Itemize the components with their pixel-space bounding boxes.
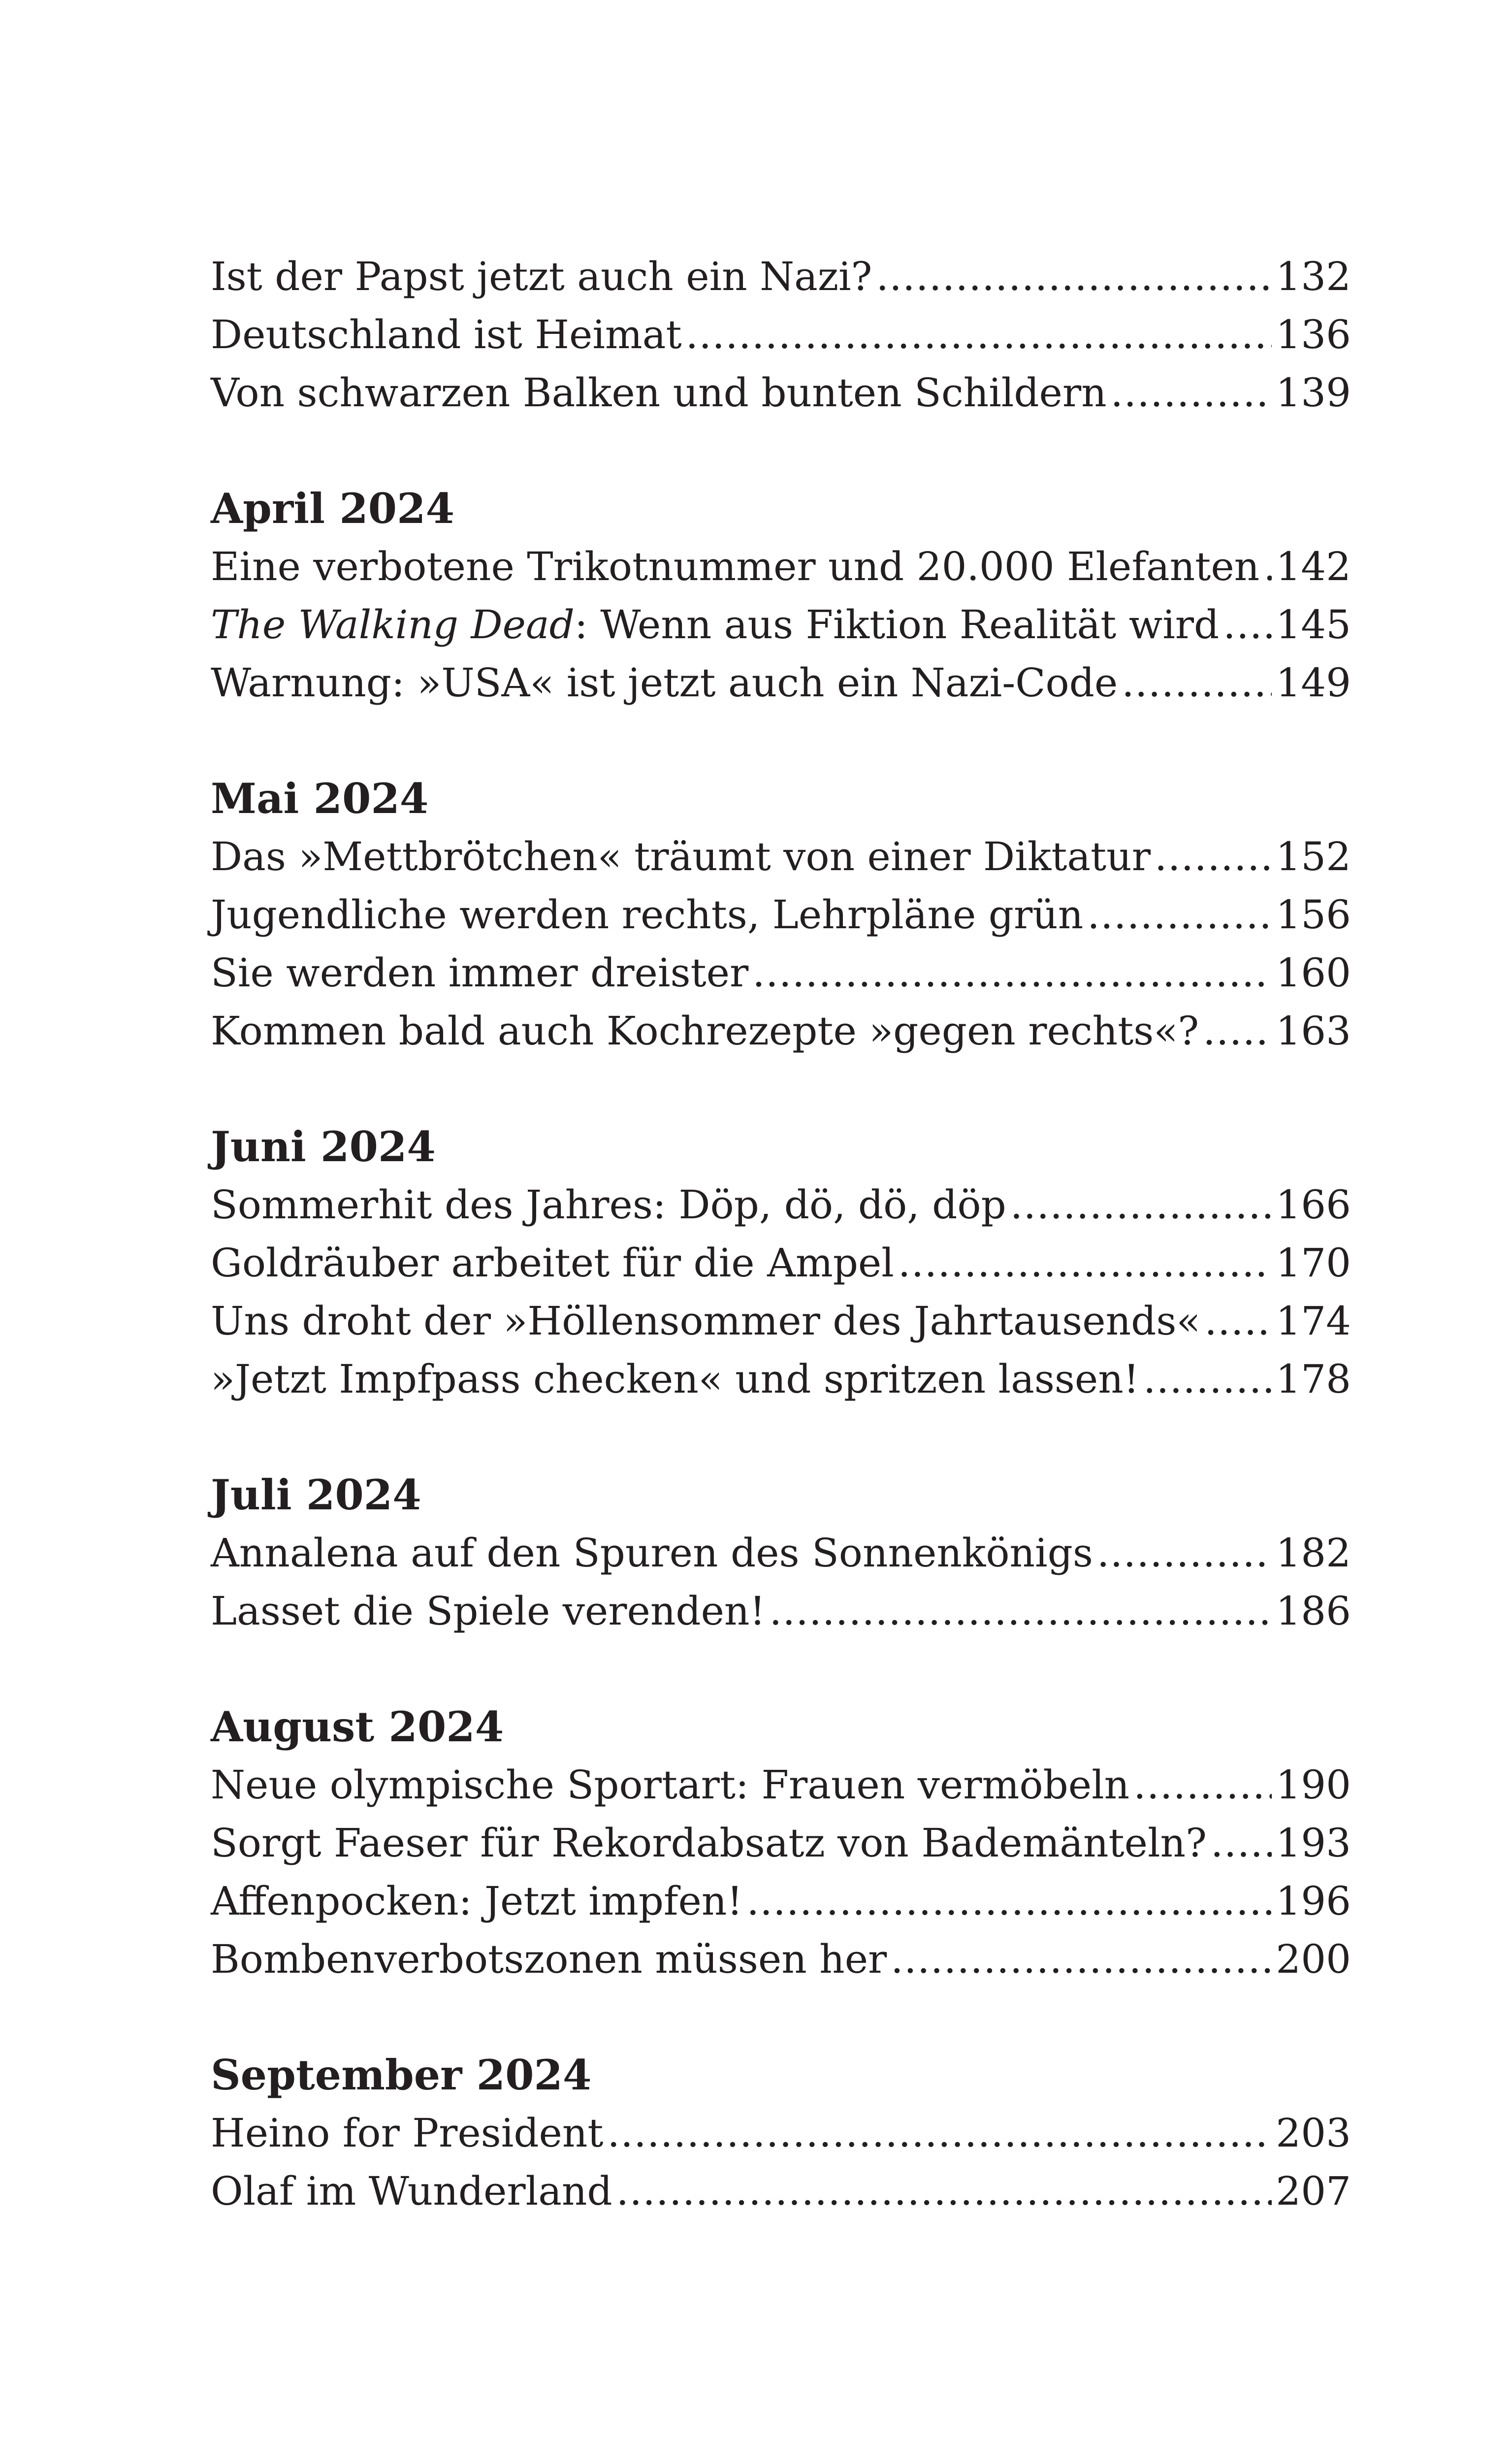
toc-entry-title: Annalena auf den Spuren des Sonnenkönigs — [211, 1530, 1093, 1576]
leader-dots — [616, 2162, 1272, 2221]
section-heading-september: September 2024 — [211, 2051, 592, 2099]
toc-entry-title: Warnung: »USA« ist jetzt auch ein Nazi-Code — [211, 660, 1118, 706]
leader-dots — [1087, 885, 1272, 945]
toc-entry-page: 156 — [1276, 892, 1351, 938]
leader-dots — [1211, 1814, 1272, 1873]
toc-entry-page: 193 — [1276, 1820, 1351, 1866]
toc-entry-title: Von schwarzen Balken und bunten Schildern — [211, 370, 1107, 416]
toc-entry[interactable] — [211, 1582, 1351, 1641]
leader-dots — [770, 1582, 1272, 1641]
toc-entry-title: Sorgt Faeser für Rekordabsatz von Bademänteln? — [211, 1820, 1207, 1866]
leader-dots — [1111, 363, 1272, 423]
section-heading-august: August 2024 — [211, 1702, 504, 1751]
toc-entry-page: 152 — [1276, 834, 1351, 879]
section-heading-juni: Juni 2024 — [211, 1122, 436, 1171]
section-heading-mai: Mai 2024 — [211, 774, 429, 823]
toc-entry-page: 139 — [1276, 370, 1351, 416]
toc-entry-title-rest: : Wenn aus Fiktion Realität wird — [574, 602, 1220, 648]
toc-entry-page: 174 — [1276, 1298, 1351, 1344]
toc-entry-title: Uns droht der »Höllensommer des Jahrtausends« — [211, 1298, 1201, 1344]
section-heading-april: April 2024 — [211, 484, 455, 533]
toc-entry-title: Heino for President — [211, 2110, 604, 2156]
toc-entry-page: 170 — [1276, 1240, 1351, 1286]
toc-entry[interactable] — [211, 2162, 1351, 2221]
leader-dots — [898, 1234, 1272, 1293]
toc-entry-page: 200 — [1276, 1936, 1351, 1982]
leader-dots — [1143, 1350, 1272, 1409]
leader-dots — [1155, 827, 1272, 886]
toc-entry-title: Ist der Papst jetzt auch ein Nazi? — [211, 254, 872, 299]
toc-entry-title — [211, 595, 1219, 654]
toc-entry[interactable] — [211, 363, 1351, 423]
leader-dots — [1133, 1756, 1272, 1815]
leader-dots — [608, 2104, 1272, 2163]
toc-entry[interactable] — [211, 595, 1351, 654]
toc-entry-page: 203 — [1276, 2110, 1351, 2156]
leader-dots — [876, 247, 1272, 306]
toc-entry[interactable] — [211, 1292, 1351, 1351]
toc-entry-title: Das »Mettbrötchen« träumt von einer Diktatur — [211, 834, 1151, 879]
toc-entry[interactable] — [211, 2104, 1351, 2163]
toc-entry[interactable] — [211, 1350, 1351, 1409]
toc-entry-page: 136 — [1276, 312, 1351, 358]
toc-entry-title: Lasset die Spiele verenden! — [211, 1588, 766, 1634]
toc-entry[interactable] — [211, 1756, 1351, 1815]
leader-dots — [752, 944, 1272, 1003]
toc-entry[interactable] — [211, 653, 1351, 713]
toc-entry-page: 142 — [1276, 544, 1351, 589]
leader-dots — [1203, 1002, 1272, 1061]
toc-entry-title: Jugendliche werden rechts, Lehrpläne grün — [211, 892, 1084, 938]
toc-entry-title: Bombenverbotszonen müssen her — [211, 1936, 887, 1982]
toc-entry-page: 149 — [1276, 660, 1351, 706]
toc-entry[interactable] — [211, 1930, 1351, 1989]
toc-entry[interactable] — [211, 827, 1351, 886]
toc-entry-page: 160 — [1276, 950, 1351, 996]
toc-entry[interactable] — [211, 305, 1351, 364]
toc-entry[interactable] — [211, 1175, 1351, 1235]
toc-entry-page: 132 — [1276, 254, 1351, 299]
toc-entry-page: 166 — [1276, 1182, 1351, 1228]
toc-entry-title: Eine verbotene Trikotnummer und 20.000 Elefanten — [211, 544, 1260, 589]
toc-entry-page: 196 — [1276, 1878, 1351, 1924]
toc-entry-page: 190 — [1276, 1762, 1351, 1808]
toc-entry-title: Sie werden immer dreister — [211, 950, 749, 996]
leader-dots — [1010, 1175, 1272, 1235]
toc-entry[interactable] — [211, 1814, 1351, 1873]
toc-entry[interactable] — [211, 885, 1351, 945]
leader-dots — [1122, 653, 1272, 713]
toc-entry-page: 207 — [1276, 2168, 1351, 2214]
leader-dots — [1097, 1524, 1272, 1583]
toc-entry[interactable] — [211, 1524, 1351, 1583]
toc-entry-title-italic: The Walking Dead — [211, 602, 575, 648]
toc-entry-title: Affenpocken: Jetzt impfen! — [211, 1878, 743, 1924]
section-heading-juli: Juli 2024 — [211, 1470, 421, 1519]
leader-dots — [891, 1930, 1272, 1989]
toc-entry[interactable] — [211, 247, 1351, 306]
toc-entry-title: Kommen bald auch Kochrezepte »gegen rechts«? — [211, 1008, 1199, 1054]
leader-dots — [1223, 595, 1272, 654]
leader-dots — [747, 1872, 1272, 1931]
toc-entry[interactable] — [211, 1002, 1351, 1061]
toc-entry[interactable] — [211, 944, 1351, 1003]
toc-entry-title: Olaf im Wunderland — [211, 2168, 612, 2214]
toc-entry-title: »Jetzt Impfpass checken« und spritzen lassen! — [211, 1356, 1139, 1402]
toc-entry-page: 145 — [1276, 602, 1351, 648]
toc-entry-title: Sommerhit des Jahres: Döp, dö, dö, döp — [211, 1182, 1006, 1228]
leader-dots — [1204, 1292, 1272, 1351]
toc-entry-title: Neue olympische Sportart: Frauen vermöbeln — [211, 1762, 1130, 1808]
leader-dots — [1263, 537, 1272, 596]
toc-entry-title: Goldräuber arbeitet für die Ampel — [211, 1240, 894, 1286]
leader-dots — [686, 305, 1272, 364]
toc-entry[interactable] — [211, 1234, 1351, 1293]
toc-entry-page: 163 — [1276, 1008, 1351, 1054]
toc-entry-page: 186 — [1276, 1588, 1351, 1634]
toc-entry-title: Deutschland ist Heimat — [211, 312, 682, 358]
toc-entry[interactable] — [211, 537, 1351, 596]
toc-entry-page: 178 — [1276, 1356, 1351, 1402]
toc-entry[interactable] — [211, 1872, 1351, 1931]
toc-entry-page: 182 — [1276, 1530, 1351, 1576]
